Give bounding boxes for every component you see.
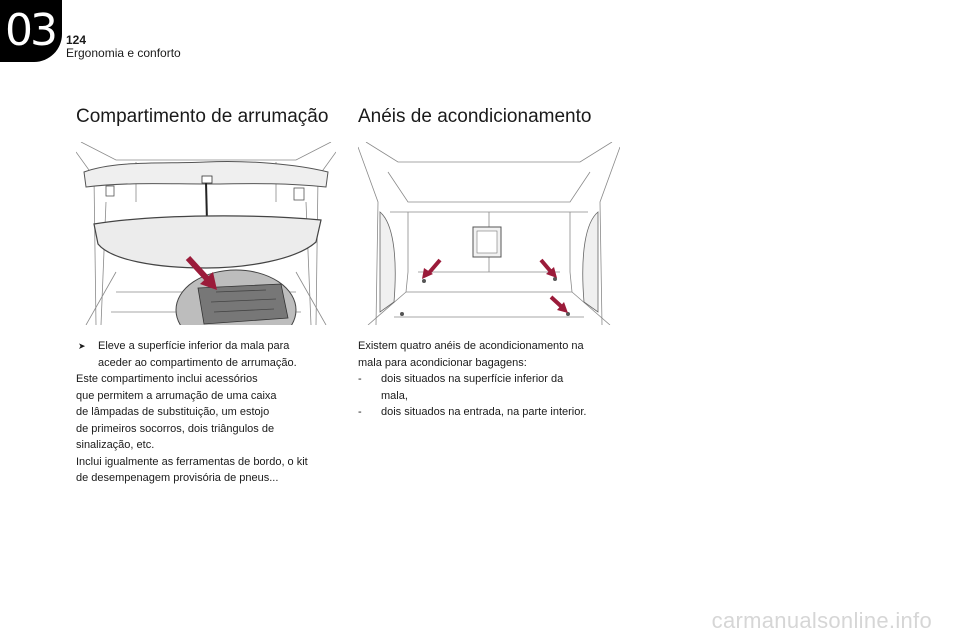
- heading-lashing-rings: Anéis de acondicionamento: [358, 106, 592, 127]
- body-line: de primeiros socorros, dois triângulos de: [76, 422, 275, 435]
- list-item-text: dois situados na entrada, na parte interior.: [381, 406, 587, 418]
- instruction-bullet: [76, 338, 344, 355]
- list-dash: -: [358, 406, 362, 418]
- lashing-rings-text: [358, 338, 620, 421]
- body-line: Este compartimento inclui acessórios: [76, 373, 258, 385]
- list-item-continuation: mala,: [381, 389, 408, 402]
- instruction-line: aceder ao compartimento de arrumação.: [98, 356, 297, 369]
- lashing-rings-svg: [358, 142, 620, 325]
- heading-storage-compartment: Compartimento de arrumação: [76, 106, 329, 127]
- list-item: [358, 404, 620, 421]
- list-dash: -: [358, 373, 362, 385]
- instruction-line: Eleve a superfície inferior da mala para: [98, 340, 290, 352]
- section-name: Ergonomia e conforto: [66, 46, 181, 60]
- watermark: carmanualsonline.info: [711, 608, 932, 633]
- chapter-tab: [0, 0, 62, 62]
- page-number: 124: [66, 33, 87, 47]
- body-line: mala para acondicionar bagagens:: [358, 356, 527, 369]
- storage-compartment-text: [76, 338, 344, 487]
- body-line: que permitem a arrumação de uma caixa: [76, 389, 277, 402]
- list-item: [358, 371, 620, 388]
- body-line: Inclui igualmente as ferramentas de bordo, o kit: [76, 455, 308, 468]
- body-line: sinalização, etc.: [76, 439, 155, 451]
- body-line: de lâmpadas de substituição, um estojo: [76, 406, 270, 418]
- arrow-icon: [422, 260, 568, 313]
- chapter-number: 03: [5, 5, 55, 56]
- storage-compartment-illustration: [76, 142, 336, 325]
- body-line: Existem quatro anéis de acondicionamento na: [358, 340, 584, 352]
- lashing-rings-illustration: [358, 142, 620, 325]
- instruction-bullet-icon: ➤: [78, 341, 86, 351]
- body-line: de desempenagem provisória de pneus...: [76, 472, 279, 484]
- list-item-text: dois situados na superfície inferior da: [381, 373, 564, 385]
- storage-compartment-svg: [76, 142, 336, 325]
